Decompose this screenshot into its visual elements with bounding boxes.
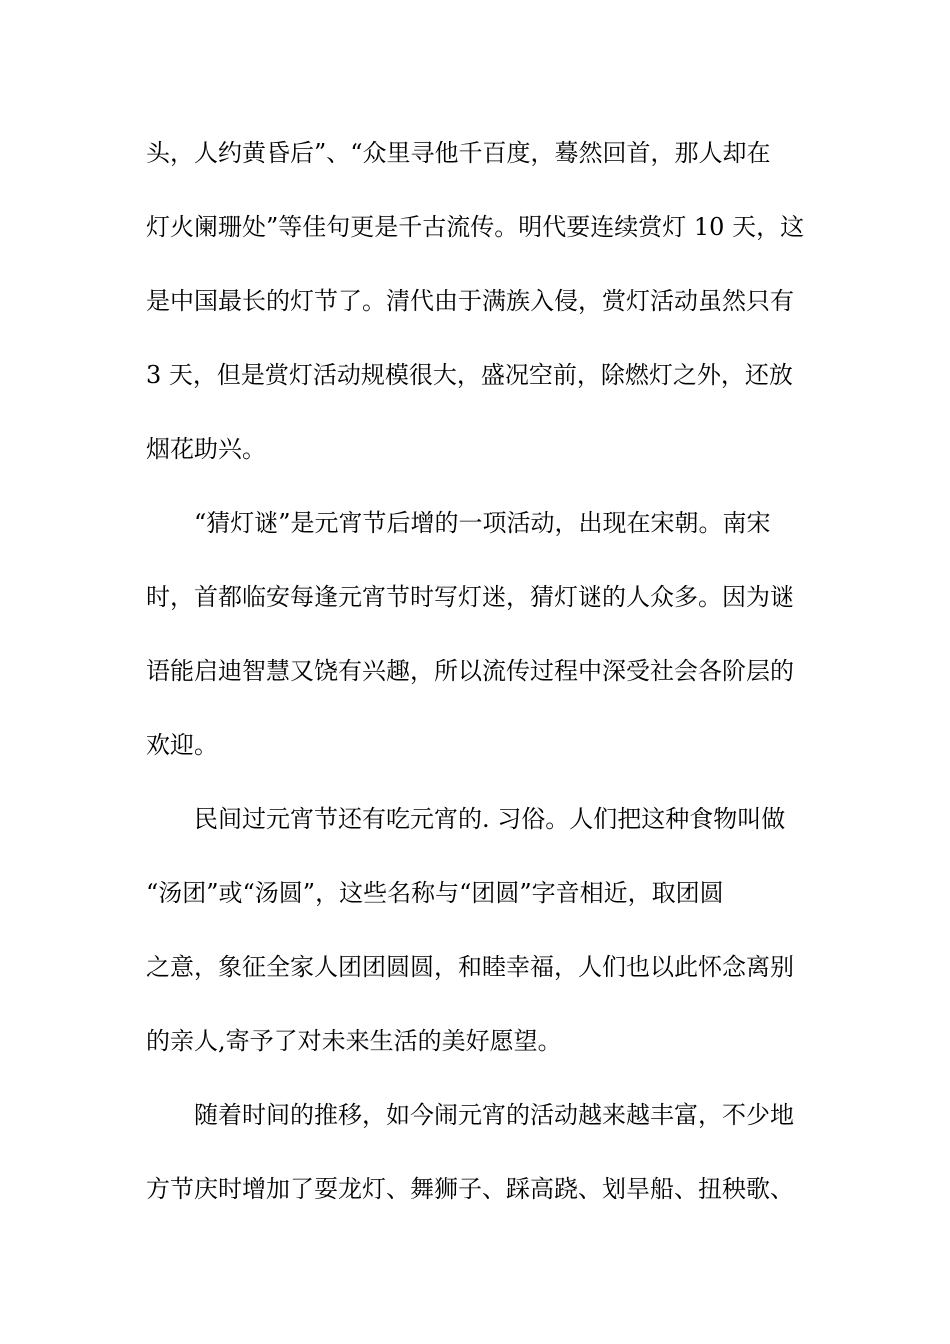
paragraph-first-line: 随着时间的推移，如今闹元宵的活动越来越丰富，不少地 (194, 1101, 794, 1129)
paragraph-first-line: 民间过元宵节还有吃元宵的. 习俗。人们把这种食物叫做 (194, 805, 786, 833)
text-line: 语能启迪智慧又饶有兴趣，所以流传过程中深受社会各阶层的 (146, 657, 794, 685)
text-line: 方节庆时增加了耍龙灯、舞狮子、踩高跷、划旱船、扭秧歌、 (146, 1175, 794, 1203)
text-line: 烟花助兴。 (146, 435, 266, 463)
text-line: 3 天，但是赏灯活动规模很大，盛况空前，除燃灯之外，还放 (146, 361, 793, 389)
text-line: 欢迎。 (146, 731, 218, 759)
text-line: “汤团”或“汤圆”，这些名称与“团圆”字音相近，取团圆 (146, 879, 724, 907)
text-line: 之意，象征全家人团团圆圆，和睦幸福，人们也以此怀念离别 (146, 953, 794, 981)
text-line: 是中国最长的灯节了。清代由于满族入侵，赏灯活动虽然只有 (146, 287, 794, 315)
text-line: 时，首都临安每逢元宵节时写灯迷，猜灯谜的人众多。因为谜 (146, 583, 794, 611)
text-line: 灯火阑珊处”等佳句更是千古流传。明代要连续赏灯 10 天，这 (146, 213, 805, 241)
text-line: 的亲人,寄予了对未来生活的美好愿望。 (146, 1027, 562, 1055)
text-line: 头，人约黄昏后”、“众里寻他千百度，蓦然回首，那人却在 (146, 139, 771, 167)
paragraph-first-line: “猜灯谜”是元宵节后增的一项活动，出现在宋朝。南宋 (194, 509, 771, 537)
